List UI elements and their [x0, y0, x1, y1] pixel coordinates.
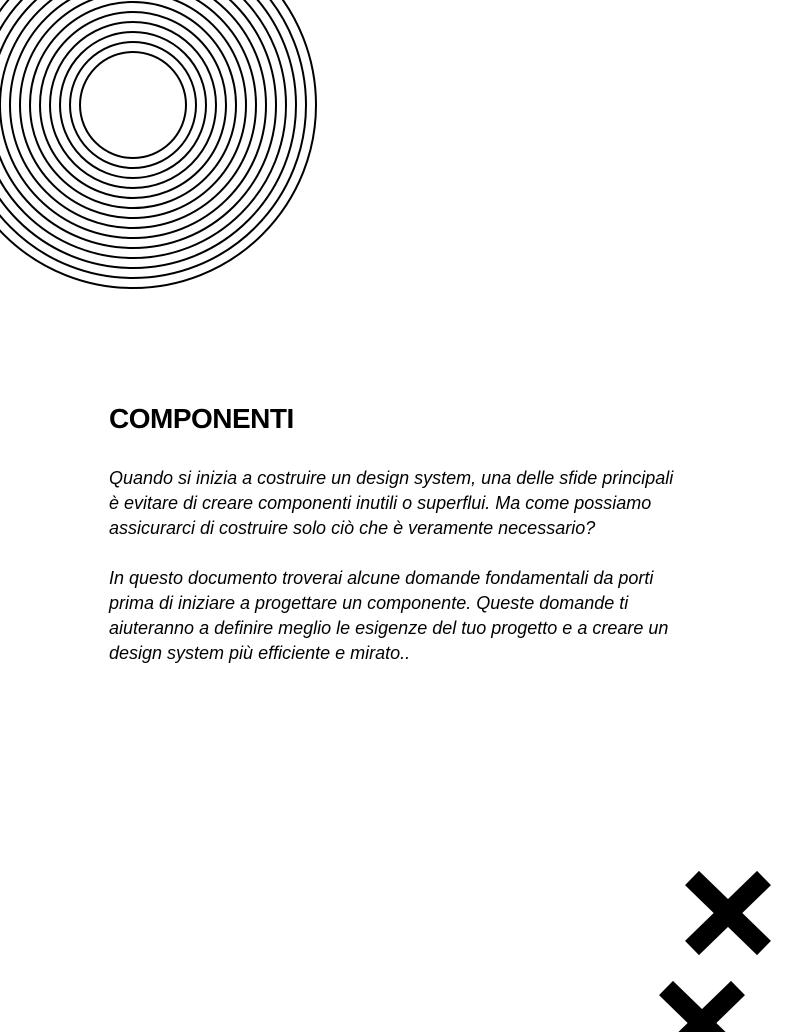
concentric-circles-icon: [0, 0, 330, 300]
ring: [70, 42, 196, 168]
ring: [80, 52, 186, 158]
decorative-crosses: [640, 860, 811, 1032]
description-paragraph: In questo documento troverai alcune domande fondamentali da porti prima di iniziare a progettare un componente. Queste domande ti aiuteranno a definire meglio le esigenze del tuo progetto e a creare un design system più efficiente e mirato..: [109, 568, 669, 663]
ring: [10, 0, 256, 228]
document-body: [109, 400, 679, 666]
ring: [60, 32, 206, 178]
intro-paragraph: Quando si inizia a costruire un design system, una delle sfide principali è evitare di creare componenti inutili o superflui. Ma come possiamo assicurarci di costruire solo ciò che è veramente necessario?: [109, 468, 674, 538]
ring: [0, 0, 266, 238]
x-cross-icon: [692, 878, 764, 948]
page-title: COMPONENTI: [109, 403, 294, 434]
ring: [50, 22, 216, 188]
x-cross-icon: [666, 988, 738, 1032]
ring: [40, 12, 226, 198]
